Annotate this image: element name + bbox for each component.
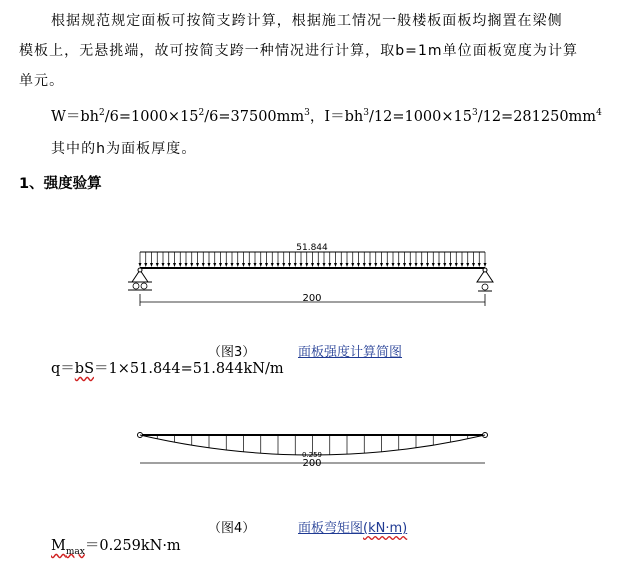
w-exp-2b: 2 (198, 108, 205, 118)
load-arrow-head (340, 263, 343, 267)
load-arrow-head (420, 263, 423, 267)
load-arrow-head (449, 263, 452, 267)
load-arrow-head (403, 263, 406, 267)
load-arrow-head (254, 263, 257, 267)
load-arrow-head (242, 263, 245, 267)
w-exp-2: 2 (99, 108, 105, 118)
load-arrow-head (300, 263, 303, 267)
figure-4-number: （图4） (208, 521, 256, 536)
load-arrow-head (288, 263, 291, 267)
right-roller-support (477, 268, 493, 291)
load-arrow-head (282, 263, 285, 267)
load-arrow-head (317, 263, 320, 267)
figure-4-unit: (kN·m) (363, 521, 408, 536)
load-arrow-head (190, 263, 193, 267)
span-label: 200 (302, 293, 322, 304)
section-heading: 1、强度验算 (19, 176, 102, 192)
load-arrow-head (357, 263, 360, 267)
i-prefix: ，I＝bh (309, 108, 364, 125)
load-arrow-head (484, 263, 487, 267)
load-arrow-head (351, 263, 354, 267)
figure-3-number: （图3） (208, 345, 256, 360)
load-arrow-head (259, 263, 262, 267)
figure-3-title-link[interactable]: 面板强度计算简图 (298, 345, 403, 360)
w-mid: /6=1000×15 (104, 108, 199, 125)
load-arrow-head (225, 263, 228, 267)
load-formula (51, 359, 284, 379)
load-arrow-head (443, 263, 446, 267)
i-exp-4: 4 (596, 108, 602, 118)
section-modulus-formula (51, 103, 602, 127)
load-arrow-head (277, 263, 280, 267)
w-exp-3: 3 (304, 108, 310, 118)
load-arrow-head (369, 263, 372, 267)
load-arrow-head (380, 263, 383, 267)
i-end: /12=281250mm (477, 108, 597, 125)
load-arrow-head (248, 263, 251, 267)
w-prefix: W＝bh (51, 108, 100, 125)
uniform-load-arrows (139, 252, 487, 267)
load-arrow-head (144, 263, 147, 267)
load-arrow-head (397, 263, 400, 267)
load-arrow-head (438, 263, 441, 267)
load-arrow-head (219, 263, 222, 267)
m-symbol (51, 538, 85, 557)
load-arrow-head (363, 263, 366, 267)
w-end: /6=37500mm (204, 108, 305, 125)
paragraph-line-1: 根据规范规定面板可按简支跨计算，根据施工情况一般楼板面板均搁置在梁侧 (51, 13, 563, 29)
q-rest: ＝1×51.844=51.844kN/m (94, 361, 284, 377)
figure-4-moment-diagram (0, 425, 623, 505)
load-arrow-head (271, 263, 274, 267)
load-arrow-head (265, 263, 268, 267)
load-arrow-head (185, 263, 188, 267)
left-pin-support (128, 268, 152, 290)
load-arrow-head (461, 263, 464, 267)
note-h-thickness: 其中的h为面板厚度。 (51, 141, 197, 157)
load-value-label: 51.844 (296, 243, 328, 253)
moment-value-label: 0.259 (301, 451, 323, 459)
figure-3-load-diagram (0, 230, 623, 340)
load-arrow-head (392, 263, 395, 267)
load-arrow-head (386, 263, 389, 267)
load-arrow-head (231, 263, 234, 267)
figure-4-title: 面板弯矩图 (298, 521, 364, 536)
load-arrow-head (323, 263, 326, 267)
load-arrow-head (374, 263, 377, 267)
m-subscript: max (65, 546, 85, 557)
load-arrow-head (472, 263, 475, 267)
load-arrow-head (426, 263, 429, 267)
load-arrow-head (432, 263, 435, 267)
load-arrow-head (346, 263, 349, 267)
i-exp-3b: 3 (471, 108, 478, 118)
paragraph-line-2: 模板上，无悬挑端，故可按简支跨一种情况进行计算，取b=1m单位面板宽度为计算 (19, 43, 579, 59)
q-bs: bS (74, 361, 95, 377)
load-arrow-head (455, 263, 458, 267)
load-arrow-head (139, 263, 142, 267)
figure-4-title-link[interactable] (298, 517, 407, 536)
load-arrow-head (478, 263, 481, 267)
q-prefix: q＝ (51, 361, 75, 377)
i-mid: /12=1000×15 (368, 108, 472, 125)
m-value: ＝0.259kN·m (84, 538, 181, 554)
load-arrow-head (466, 263, 469, 267)
load-arrow-head (196, 263, 199, 267)
load-arrow-head (156, 263, 159, 267)
load-arrow-head (415, 263, 418, 267)
load-arrow-head (162, 263, 165, 267)
load-arrow-head (167, 263, 170, 267)
load-arrow-head (213, 263, 216, 267)
m-letter: M (51, 538, 66, 554)
load-arrow-head (409, 263, 412, 267)
load-arrow-head (328, 263, 331, 267)
moment-span-label: 200 (302, 458, 322, 469)
load-arrow-head (294, 263, 297, 267)
moment-formula (51, 536, 181, 562)
i-exp-3: 3 (363, 108, 369, 118)
load-arrow-head (208, 263, 211, 267)
load-arrow-head (311, 263, 314, 267)
load-arrow-head (150, 263, 153, 267)
load-arrow-head (334, 263, 337, 267)
load-arrow-head (179, 263, 182, 267)
load-arrow-head (173, 263, 176, 267)
paragraph-line-3: 单元。 (19, 73, 65, 89)
load-arrow-head (236, 263, 239, 267)
load-arrow-head (305, 263, 308, 267)
load-arrow-head (202, 263, 205, 267)
